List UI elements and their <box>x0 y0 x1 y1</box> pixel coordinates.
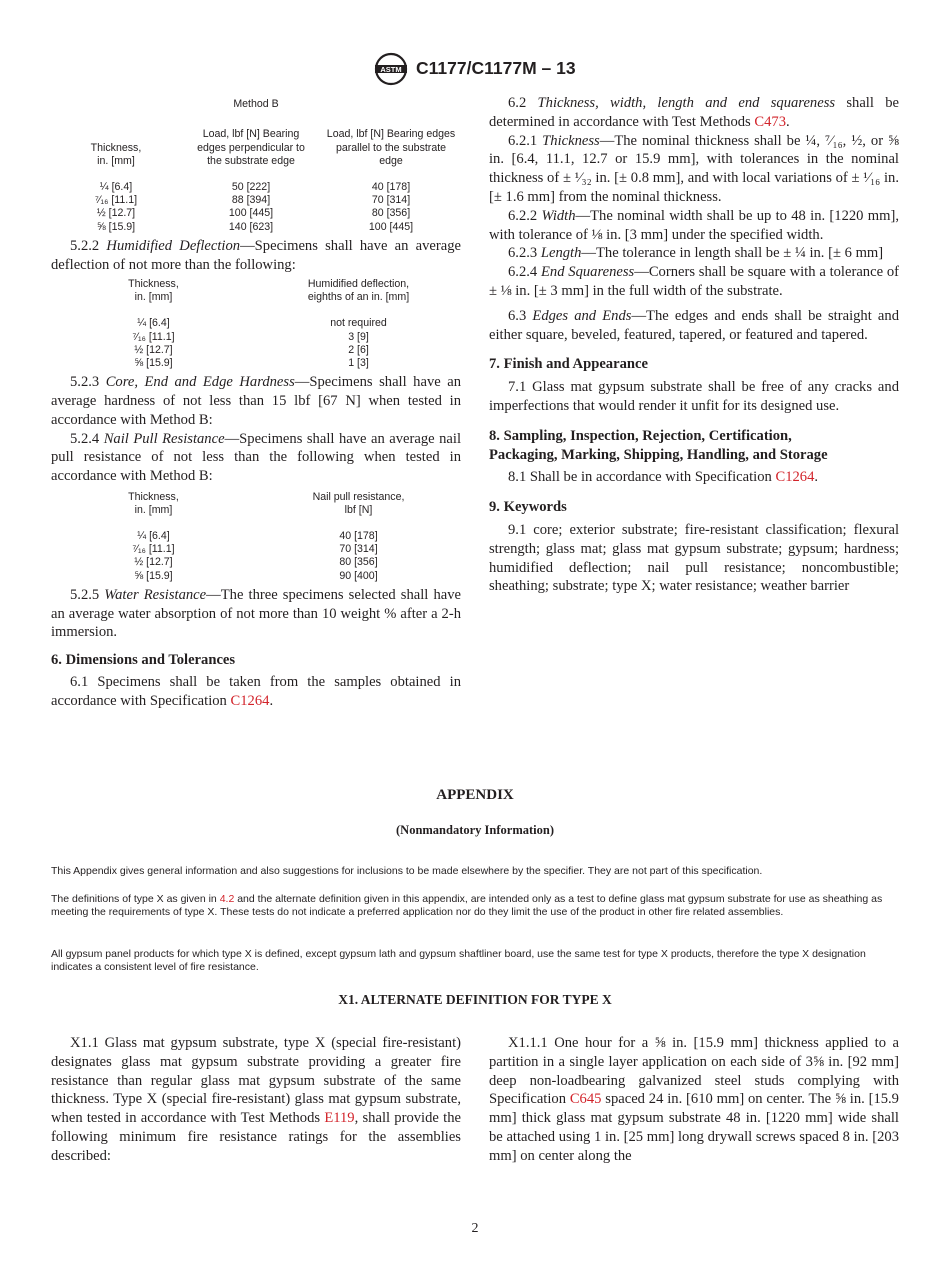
section-number: 5.2.5 <box>70 586 100 603</box>
section-text: —The three specimens selected shall have an average water absorption of not more than 10 weight % after a 2-h immersion. <box>51 586 461 641</box>
section-8-heading-line2: Packaging, Marking, Shipping, Handling, and Storage <box>489 446 828 463</box>
table-cell: 88 [394] <box>231 194 271 207</box>
table-cell: ⁷⁄₁₆ [11.1] <box>132 330 175 343</box>
note-text: The definitions of type X as given in <box>51 893 220 905</box>
section-8-heading-line1: 8. Sampling, Inspection, Rejection, Certification, <box>489 427 792 444</box>
table-row <box>51 556 461 569</box>
section-x1-1 <box>51 1034 461 1166</box>
page-number: 2 <box>471 1221 479 1236</box>
section-number: 6.2.2 <box>508 207 538 224</box>
table-row <box>51 317 461 330</box>
section-7-heading: 7. Finish and Appearance <box>489 356 648 373</box>
humidified-deflection-table <box>51 276 461 370</box>
section-text: —Specimens shall have an average hardness of not less than 15 lbf [67 N] when tested in accordance with Method B: <box>51 374 461 428</box>
table-cell: ⅝ [15.9] <box>134 569 173 582</box>
table-cell: 3 [9] <box>348 330 369 343</box>
section-text: —Specimens shall have an average deflection of not more than the following: <box>51 237 461 273</box>
table-header: Thickness, in. [mm] <box>90 141 142 167</box>
table-cell: 70 [314] <box>339 543 378 556</box>
section-number: 6.2 <box>508 95 527 111</box>
section-text: shall be determined in accordance with Test Methods <box>489 95 899 130</box>
section-text: , shall provide the following minimum fire resistance ratings for the assemblies described: <box>51 1110 461 1164</box>
section-title: Length <box>540 245 582 262</box>
appendix-subtitle: (Nonmandatory Information) <box>396 823 554 837</box>
table-cell: ½ [12.7] <box>96 207 136 220</box>
section-6-2-4 <box>489 263 899 301</box>
table-cell: 90 [400] <box>339 569 378 582</box>
table-cell: 40 [178] <box>339 530 378 542</box>
section-5-2-4 <box>51 430 461 486</box>
section-6-2-3 <box>489 244 899 263</box>
table-header: Nail pull resistance, lbf [N] <box>312 490 405 516</box>
section-text: X1.1.1 One hour for a ⅝ in. [15.9 mm] thickness applied to a partition in a single layer application on each side of 3⅝ in. [92 mm] deep non-loadbearing galvanized steel studs complying with Specification <box>489 1035 899 1108</box>
table-header: Thickness, in. [mm] <box>128 278 179 304</box>
section-8-1 <box>489 468 899 487</box>
section-title: Edges and Ends <box>532 307 632 324</box>
table-row <box>51 357 461 370</box>
section-title: Thickness <box>542 132 600 149</box>
section-number: 6.2.4 <box>508 264 538 281</box>
section-text: —The nominal thickness shall be ¼, ⁷⁄₁₆, ½, or ⅝ in. [6.4, 11.1, 12.7 or 15.9 mm], with tolerances in the nominal thickness of ± ¹⁄₃₂ in. [± 0.8 mm], and with local variations of ± ¹⁄₁₆ in. [± 1.6 mm] from the nominal thickness. <box>489 132 899 205</box>
c645-link[interactable]: C645 <box>569 1091 602 1108</box>
table-header: Thickness, in. [mm] <box>128 490 179 516</box>
section-title: Water Resistance <box>104 586 207 603</box>
section-9-heading: 9. Keywords <box>489 499 567 516</box>
table-row <box>51 530 461 543</box>
section-text: —The tolerance in length shall be ± ¼ in. [± 6 mm] <box>581 245 884 262</box>
section-6-3 <box>489 307 899 345</box>
page-header <box>0 52 950 86</box>
table-row <box>51 207 461 220</box>
section-number: 6.2.3 <box>508 245 538 262</box>
c473-link[interactable]: C473 <box>754 113 786 130</box>
table-caption: Method B <box>233 98 279 110</box>
section-text: —Specimens shall have an average nail pull resistance of not less than the following when tested in accordance with Method B: <box>51 430 461 485</box>
section-text: —The edges and ends shall be straight and either square, beveled, featured, tapered, or featured and tapered. <box>489 307 899 343</box>
section-9-1: 9.1 core; exterior substrate; fire-resistant classification; flexural strength; glass mat; glass mat gypsum substrate; gypsum; hardness; humidified deflection; nail pull resistance; noncombustible; sheathing; substrate; type X; water resistance; weather barrier <box>489 521 899 595</box>
table-cell: 140 [623] <box>228 220 274 233</box>
section-title: Core, End and Edge Hardness <box>105 374 295 391</box>
table-cell: not required <box>330 317 387 330</box>
appendix-title: APPENDIX <box>436 787 514 803</box>
appendix-note-3: All gypsum panel products for which type X is defined, except gypsum lath and gypsum shaftliner board, use the same test for type X products, therefore the type X designation indicates a consistent level of fire resistance. <box>51 948 866 974</box>
table-cell: 1 [3] <box>348 357 369 370</box>
section-5-2-2 <box>51 237 461 275</box>
section-6-2-2 <box>489 207 899 245</box>
section-5-2-5 <box>51 586 461 642</box>
x1-left-column <box>51 1034 461 1166</box>
table-row <box>51 344 461 357</box>
svg-text:ASTM: ASTM <box>380 65 402 74</box>
table-cell: ½ [12.7] <box>134 556 173 569</box>
section-text: X1.1 Glass mat gypsum substrate, type X (special fire-resistant) designates glass mat gypsum substrate providing a greater fire resistance than regular glass mat gypsum substrate of the same thickness. Type X (special fire-resistant) glass mat gypsum substrate, when tested in accordance with Test Methods <box>51 1035 461 1127</box>
x1-heading: X1. ALTERNATE DEFINITION FOR TYPE X <box>338 992 612 1007</box>
table-row <box>51 570 461 583</box>
section-6-heading: 6. Dimensions and Tolerances <box>51 652 236 669</box>
section-text: 6.1 Specimens shall be taken from the samples obtained in accordance with Specification <box>51 674 461 709</box>
section-text: spaced 24 in. [610 mm] on center. The ⅝ in. [15.9 mm] thick glass mat gypsum substrate 48 in. [1220 mm] wide shall be attached using 1 in. [25 mm] long drywall screws spaced 8 in. [203 mm] on center along the <box>489 1091 899 1164</box>
section-title: Width <box>541 207 576 224</box>
punctuation: . <box>814 469 819 486</box>
section-number: 5.2.4 <box>70 430 100 447</box>
table-cell: 100 [445] <box>228 207 274 220</box>
table-cell: ⁷⁄₁₆ [11.1] <box>132 543 175 556</box>
appendix-note-2 <box>51 893 901 920</box>
table-cell: 100 [445] <box>368 220 414 233</box>
section-title: Nail Pull Resistance <box>103 430 225 447</box>
section-title: Humidified Deflection <box>106 237 241 254</box>
astm-logo-icon <box>372 52 410 86</box>
section-text: —The nominal width shall be up to 48 in. [1220 mm], with tolerance of ⅛ in. [3 mm] under the specified width. <box>489 207 899 243</box>
section-6-2-1 <box>489 132 899 207</box>
section-4-2-link[interactable]: 4.2 <box>219 893 235 905</box>
section-7-1: 7.1 Glass mat gypsum substrate shall be free of any cracks and imperfections that would render it unfit for its designed use. <box>489 379 899 414</box>
c1264-link[interactable]: C1264 <box>775 469 815 486</box>
table-cell: ½ [12.7] <box>134 343 173 356</box>
table-cell: ⅝ [15.9] <box>96 220 136 233</box>
right-column <box>489 94 899 596</box>
section-number: 5.2.3 <box>70 374 100 391</box>
section-title: Thickness, width, length and end squareness <box>537 95 836 111</box>
table-header: Load, lbf [N] Bearing edges parallel to the substrate edge <box>326 128 456 167</box>
x1-right-column <box>489 1034 899 1166</box>
section-number: 5.2.2 <box>70 237 100 254</box>
table-cell: 70 [314] <box>371 194 411 207</box>
e119-link[interactable]: E119 <box>324 1110 355 1127</box>
table-cell: 40 [178] <box>371 181 411 193</box>
section-number: 6.2.1 <box>508 132 538 149</box>
table-cell: ⁷⁄₁₆ [11.1] <box>94 194 138 207</box>
table-cell: 50 [222] <box>231 181 271 193</box>
table-row <box>51 331 461 344</box>
table-row <box>51 194 461 207</box>
table-cell: ¼ [6.4] <box>99 181 133 193</box>
document-designation: C1177/C1177M – 13 <box>416 58 576 78</box>
c1264-link[interactable]: C1264 <box>230 692 270 709</box>
section-text: —Corners shall be square with a tolerance of ± ⅛ in. [± 3 mm] in the full width of the substrate. <box>489 264 899 299</box>
left-column <box>51 98 461 711</box>
table-header: Load, lbf [N] Bearing edges perpendicular to the substrate edge <box>197 128 305 167</box>
table-header: Humidified deflection, eighths of an in. [mm] <box>307 278 410 304</box>
section-5-2-3 <box>51 373 461 429</box>
section-6-2 <box>489 94 899 132</box>
nail-pull-table <box>51 489 461 583</box>
table-cell: ¼ [6.4] <box>137 530 170 542</box>
section-number: 6.3 <box>508 307 527 324</box>
section-title: End Squareness <box>540 264 635 281</box>
table-row <box>51 221 461 234</box>
section-6-1 <box>51 673 461 711</box>
table-row <box>51 181 461 194</box>
table-cell: 80 [356] <box>371 207 411 220</box>
method-b-table <box>51 98 461 234</box>
punctuation: . <box>786 113 790 130</box>
punctuation: . <box>269 692 274 709</box>
section-x1-1-1 <box>489 1034 899 1166</box>
note-text: and the alternate definition given in this appendix, are intended only as a test to define glass mat gypsum substrate for use as sheathing as meeting the requirements of type X. These tests do not indicate a preferred application nor do they limit the use of the product in other fire related assemblies. <box>51 893 883 919</box>
table-cell: ⅝ [15.9] <box>134 357 173 370</box>
table-row <box>51 543 461 556</box>
table-cell: 2 [6] <box>348 343 369 356</box>
table-cell: 80 [356] <box>339 556 378 569</box>
section-text: 8.1 Shall be in accordance with Specification <box>508 469 776 486</box>
appendix-note-1: This Appendix gives general information and also suggestions for inclusions to be made elsewhere by the specifier. They are not part of this specification. <box>51 865 763 877</box>
table-cell: ¼ [6.4] <box>137 317 170 330</box>
